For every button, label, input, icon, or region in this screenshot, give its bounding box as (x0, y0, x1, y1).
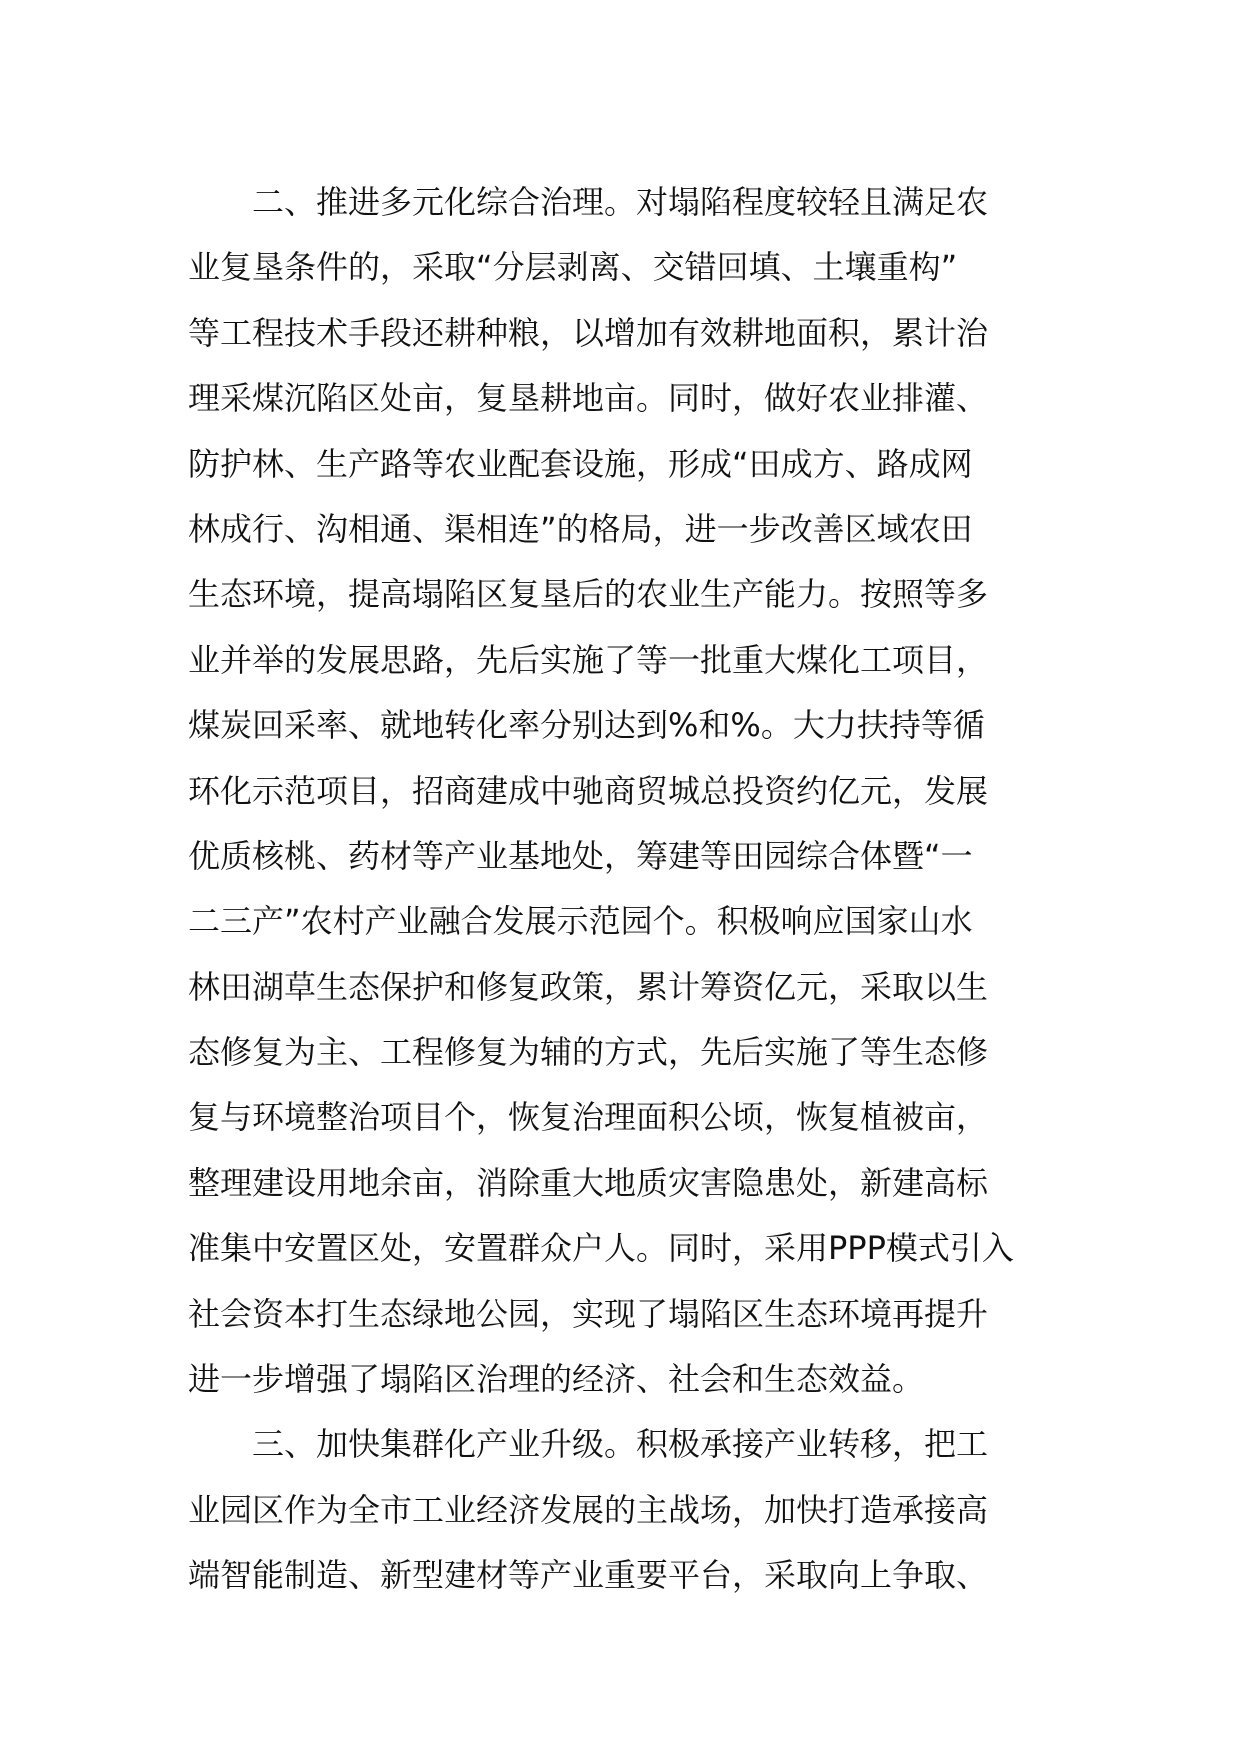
paragraph-2-line-7: 生态环境，提高塌陷区复垦后的农业生产能力。按照等多 (188, 575, 989, 614)
paragraph-2-line-8: 业并举的发展思路，先后实施了等一批重大煤化工项目， (188, 640, 989, 679)
paragraph-2-line-10: 环化示范项目，招商建成中驰商贸城总投资约亿元，发展 (188, 771, 989, 810)
paragraph-2-line-9: 煤炭回采率、就地转化率分别达到%和%。大力扶持等循 (188, 706, 985, 745)
paragraph-2-line-15: 复与环境整治项目个，恢复治理面积公顷，恢复植被亩， (188, 1098, 989, 1137)
paragraph-2-line-18: 社会资本打生态绿地公园，实现了塌陷区生态环境再提升 (188, 1294, 989, 1333)
paragraph-2-line-3: 等工程技术手段还耕种粮，以增加有效耕地面积，累计治 (188, 313, 989, 352)
paragraph-2-line-14: 态修复为主、工程修复为辅的方式，先后实施了等生态修 (188, 1033, 989, 1072)
paragraph-2-line-16: 整理建设用地余亩，消除重大地质灾害隐患处，新建高标 (188, 1163, 989, 1202)
paragraph-2-line-5: 防护林、生产路等农业配套设施，形成“田成方、路成网 (188, 444, 973, 483)
paragraph-2-line-4: 理采煤沉陷区处亩，复垦耕地亩。同时，做好农业排灌、 (188, 379, 989, 418)
paragraph-2-line-12: 二三产”农村产业融合发展示范园个。积极响应国家山水 (188, 902, 973, 941)
paragraph-2-line-13: 林田湖草生态保护和修复政策，累计筹资亿元，采取以生 (188, 967, 989, 1006)
paragraph-2-line-6: 林成行、沟相通、渠相连”的格局，进一步改善区域农田 (188, 509, 973, 548)
paragraph-2-line-2: 业复垦条件的，采取“分层剥离、交错回填、土壤重构” (188, 248, 958, 287)
paragraph-2-line-1: 二、推进多元化综合治理。对塌陷程度较轻且满足农 (252, 183, 989, 221)
body-text (188, 170, 1048, 1609)
paragraph-2-line-11: 优质核桃、药材等产业基地处，筹建等田园综合体暨“一 (188, 836, 973, 875)
paragraph-3-line-1: 三、加快集群化产业升级。积极承接产业转移，把工 (252, 1425, 989, 1464)
paragraph-2-line-19: 进一步增强了塌陷区治理的经济、社会和生态效益。 (188, 1360, 925, 1399)
paragraph-3-line-3: 端智能制造、新型建材等产业重要平台，采取向上争取、 (188, 1556, 989, 1595)
paragraph-3-line-2: 业园区作为全市工业经济发展的主战场，加快打造承接高 (188, 1490, 989, 1529)
paragraph-2-line-17: 准集中安置区处，安置群众户人。同时，采用PPP模式引入 (188, 1229, 1014, 1268)
